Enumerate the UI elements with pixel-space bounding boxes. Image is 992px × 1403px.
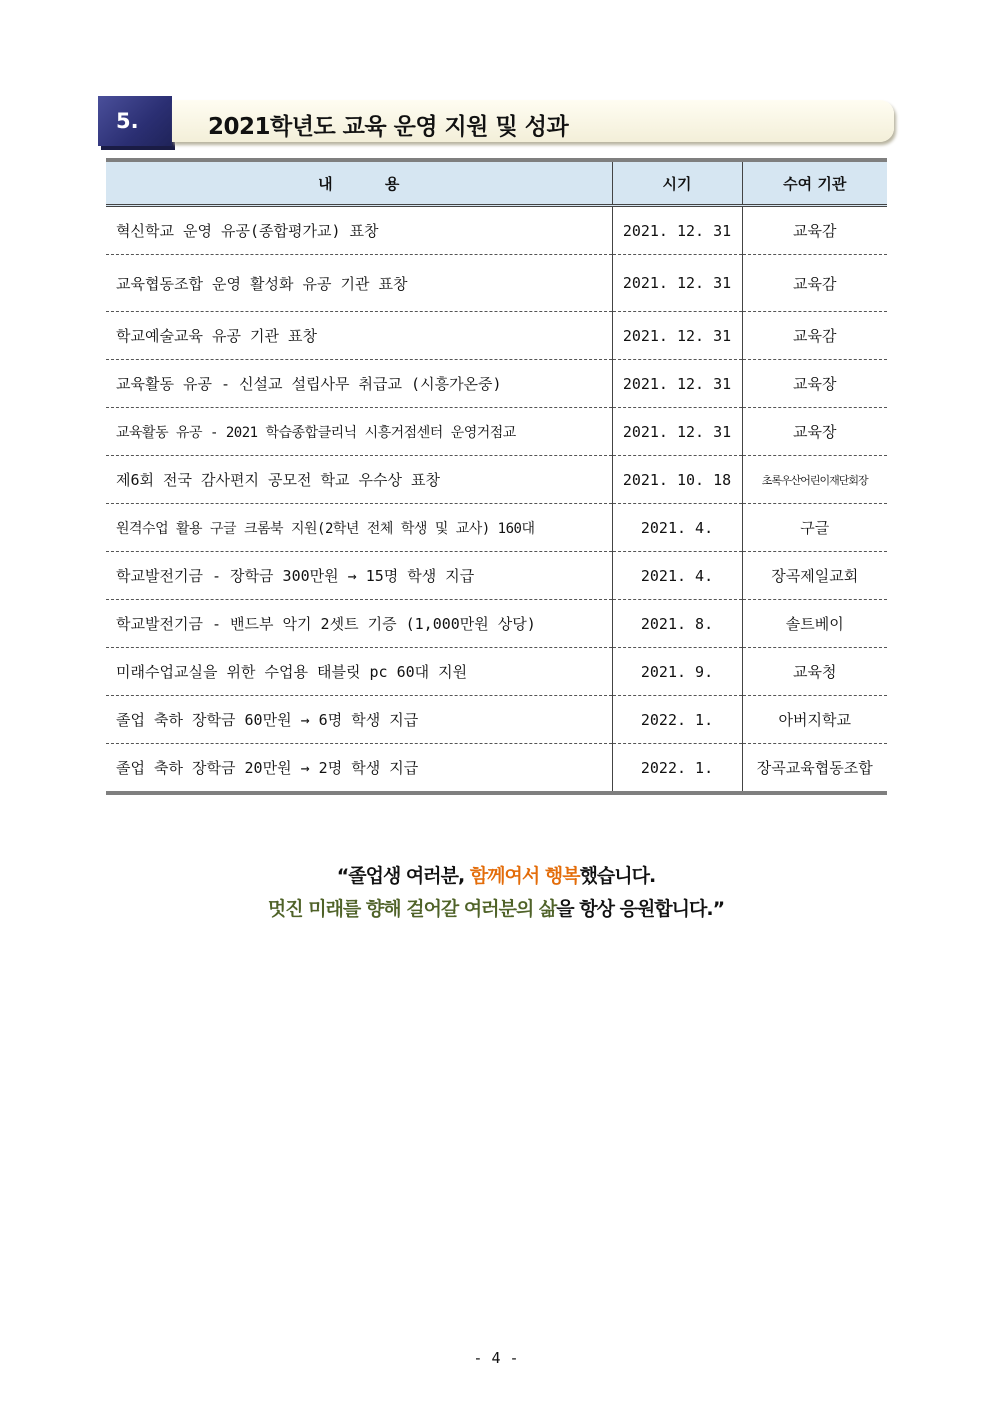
section-title-bar (172, 100, 894, 142)
cell-date: 2021. 4. (612, 504, 742, 552)
header-content: 내 용 (106, 160, 612, 206)
table-row (106, 206, 887, 255)
cell-date: 2021. 12. 31 (612, 312, 742, 360)
section-header (98, 96, 898, 152)
cell-content: 제6회 전국 감사편지 공모전 학교 우수상 표창 (106, 456, 612, 504)
table-row (106, 312, 887, 360)
closing-line-2 (0, 894, 992, 921)
closing-line-1 (0, 861, 992, 888)
cell-content: 미래수업교실을 위한 수업용 태블릿 pc 60대 지원 (106, 648, 612, 696)
cell-date: 2021. 8. (612, 600, 742, 648)
cell-date: 2022. 1. (612, 744, 742, 794)
cell-content: 졸업 축하 장학금 20만원 → 2명 학생 지급 (116, 759, 419, 777)
header-org: 수여 기관 (742, 160, 887, 206)
cell-org: 교육감 (742, 206, 887, 255)
table-row (106, 255, 887, 312)
cell-content: 혁신학교 운영 유공(종합평가교) 표창 (106, 206, 612, 255)
closing-line-1-part-a: “졸업생 여러분, (336, 865, 470, 887)
cell-org: 아버지학교 (742, 696, 887, 744)
cell-org: 교육장 (742, 360, 887, 408)
section-title: 2021학년도 교육 운영 지원 및 성과 (208, 114, 569, 140)
cell-org: 교육감 (742, 312, 887, 360)
section-number-box (98, 96, 172, 146)
cell-org: 초록우산어린이재단회장 (742, 456, 887, 504)
table-row (106, 408, 887, 456)
cell-org: 교육감 (742, 255, 887, 312)
table-row (106, 456, 887, 504)
table-header-row (106, 160, 887, 206)
cell-date: 2021. 4. (612, 552, 742, 600)
table-row (106, 504, 887, 552)
closing-line-2-highlight: 멋진 미래를 향해 걸어갈 여러분의 삶 (267, 898, 557, 920)
table-row (106, 360, 887, 408)
closing-line-1-part-c: 했습니다. (579, 865, 656, 887)
cell-org: 장곡제일교회 (742, 552, 887, 600)
table-row (106, 552, 887, 600)
cell-date: 2021. 12. 31 (612, 408, 742, 456)
closing-line-2-part-b: 을 항상 응원합니다.” (556, 898, 725, 920)
header-date: 시기 (612, 160, 742, 206)
section-number: 5. (116, 109, 139, 133)
table-row (106, 744, 887, 794)
cell-content: 학교발전기금 - 장학금 300만원 → 15명 학생 지급 (106, 552, 612, 600)
cell-org: 솔트베이 (742, 600, 887, 648)
cell-org: 교육장 (742, 408, 887, 456)
cell-date: 2022. 1. (612, 696, 742, 744)
table-row (106, 600, 887, 648)
cell-content: 원격수업 활용 구글 크롬북 지원(2학년 전체 학생 및 교사) 160대 (106, 504, 612, 552)
cell-date: 2021. 12. 31 (612, 206, 742, 255)
cell-content: 교육활동 유공 - 2021 학습종합클리닉 시흥거점센터 운영거점교 (106, 408, 612, 456)
closing-line-1-highlight: 함께여서 행복 (469, 865, 580, 887)
cell-date: 2021. 12. 31 (612, 360, 742, 408)
cell-content: 졸업 축하 장학금 60만원 → 6명 학생 지급 (106, 696, 612, 744)
cell-date: 2021. 12. 31 (612, 255, 742, 312)
table-row (106, 648, 887, 696)
cell-content: 학교발전기금 - 밴드부 악기 2셋트 기증 (1,000만원 상당) (106, 600, 612, 648)
cell-content: 교육활동 유공 - 신설교 설립사무 취급교 (시흥가온중) (106, 360, 612, 408)
page-number: - 4 - (473, 1349, 519, 1367)
table-row (106, 696, 887, 744)
cell-date: 2021. 9. (612, 648, 742, 696)
cell-content: 학교예술교육 유공 기관 표창 (106, 312, 612, 360)
cell-org: 구글 (742, 504, 887, 552)
cell-date: 2021. 10. 18 (612, 456, 742, 504)
cell-content: 교육협동조합 운영 활성화 유공 기관 표창 (106, 255, 612, 312)
cell-org: 교육청 (742, 648, 887, 696)
cell-org: 장곡교육협동조합 (742, 744, 887, 794)
awards-table (106, 158, 887, 795)
